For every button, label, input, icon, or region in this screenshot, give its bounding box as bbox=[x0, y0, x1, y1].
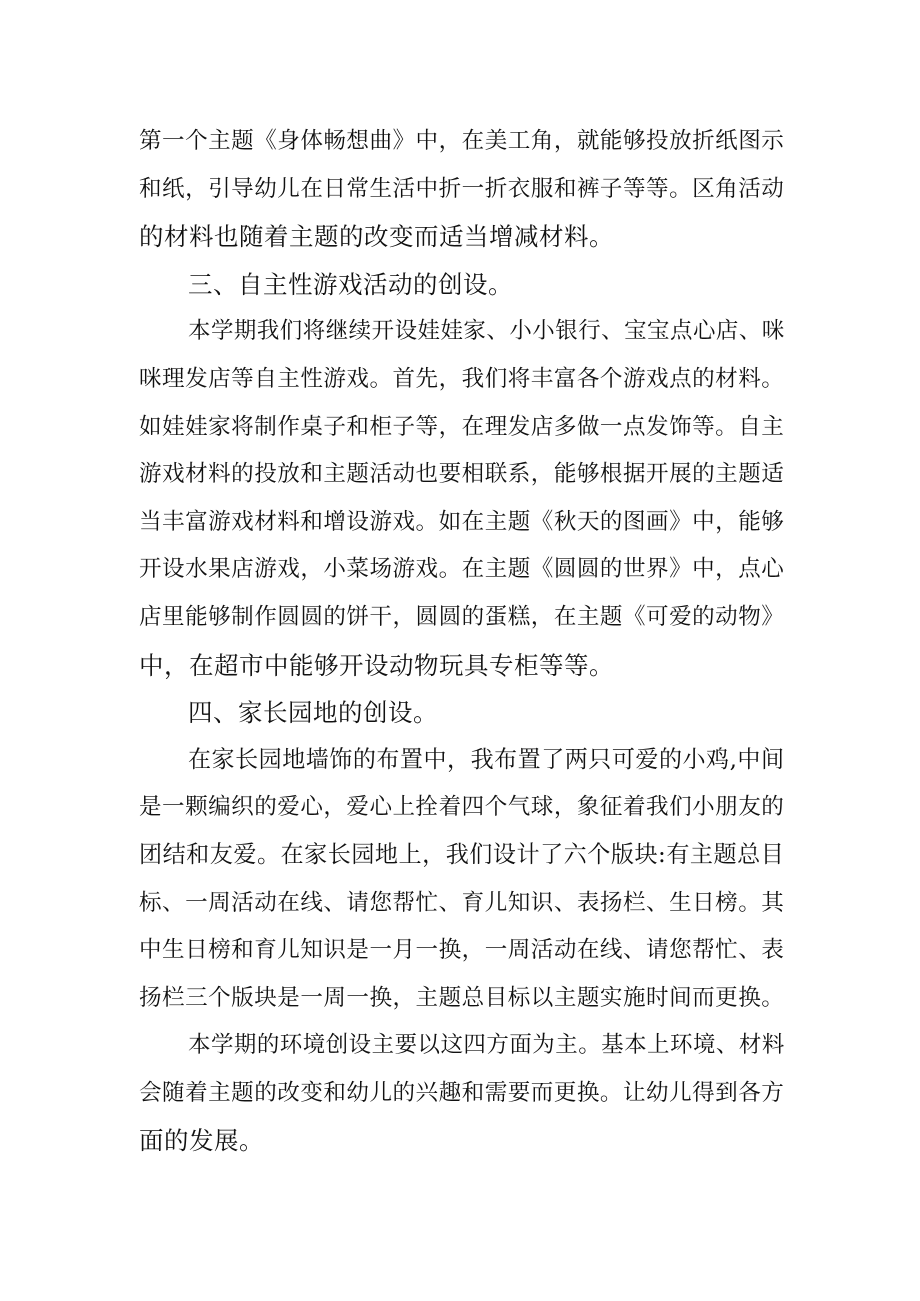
text-line: 标、一周活动在线、请您帮忙、育儿知识、表扬栏、生日榜。其 bbox=[139, 889, 785, 916]
text-line: 和纸，引导幼儿在日常生活中折一折衣服和裤子等等。区角活动 bbox=[139, 175, 785, 202]
text-line: 扬栏三个版块是一周一换，主题总目标以主题实施时间而更换。 bbox=[139, 984, 785, 1011]
text-line: 店里能够制作圆圆的饼干，圆圆的蛋糕，在主题《可爱的动物》 bbox=[139, 603, 785, 630]
text-line: 面的发展。 bbox=[139, 1126, 264, 1156]
text-line: 本学期的环境创设主要以这四方面为主。基本上环境、材料 bbox=[188, 1032, 785, 1059]
text-line: 第一个主题《身体畅想曲》中，在美工角，就能够投放折纸图示 bbox=[139, 128, 785, 154]
text-line: 在家长园地墙饰的布置中，我布置了两只可爱的小鸡,中间 bbox=[188, 746, 785, 773]
text-line: 本学期我们将继续开设娃娃家、小小银行、宝宝点心店、咪 bbox=[188, 318, 785, 345]
text-line: 会随着主题的改变和幼儿的兴趣和需要而更换。让幼儿得到各方 bbox=[139, 1079, 785, 1106]
text-line: 游戏材料的投放和主题活动也要相联系，能够根据开展的主题适 bbox=[139, 461, 785, 488]
text-line: 如娃娃家将制作桌子和柜子等，在理发店多做一点发饰等。自主 bbox=[139, 413, 785, 440]
document-body bbox=[139, 118, 787, 1165]
text-line: 开设水果店游戏，小菜场游戏。在主题《圆圆的世界》中，点心 bbox=[139, 556, 785, 583]
text-line: 咪理发店等自主性游戏。首先，我们将丰富各个游戏点的材料。 bbox=[139, 365, 785, 392]
text-line: 团结和友爱。在家长园地上，我们设计了六个版块:有主题总目 bbox=[139, 841, 785, 868]
text-line: 中，在超市中能够开设动物玩具专柜等等。 bbox=[139, 650, 614, 680]
text-line: 的材料也随着主题的改变而适当增减材料。 bbox=[139, 222, 614, 252]
section-heading-3: 三、自主性游戏活动的创设。 bbox=[188, 269, 513, 299]
text-line: 是一颗编织的爱心，爱心上拴着四个气球，象征着我们小朋友的 bbox=[139, 794, 785, 821]
text-line: 中生日榜和育儿知识是一月一换，一周活动在线、请您帮忙、表 bbox=[139, 937, 785, 964]
text-line: 当丰富游戏材料和增设游戏。如在主题《秋天的图画》中，能够 bbox=[139, 508, 785, 535]
section-heading-4: 四、家长园地的创设。 bbox=[188, 698, 438, 728]
